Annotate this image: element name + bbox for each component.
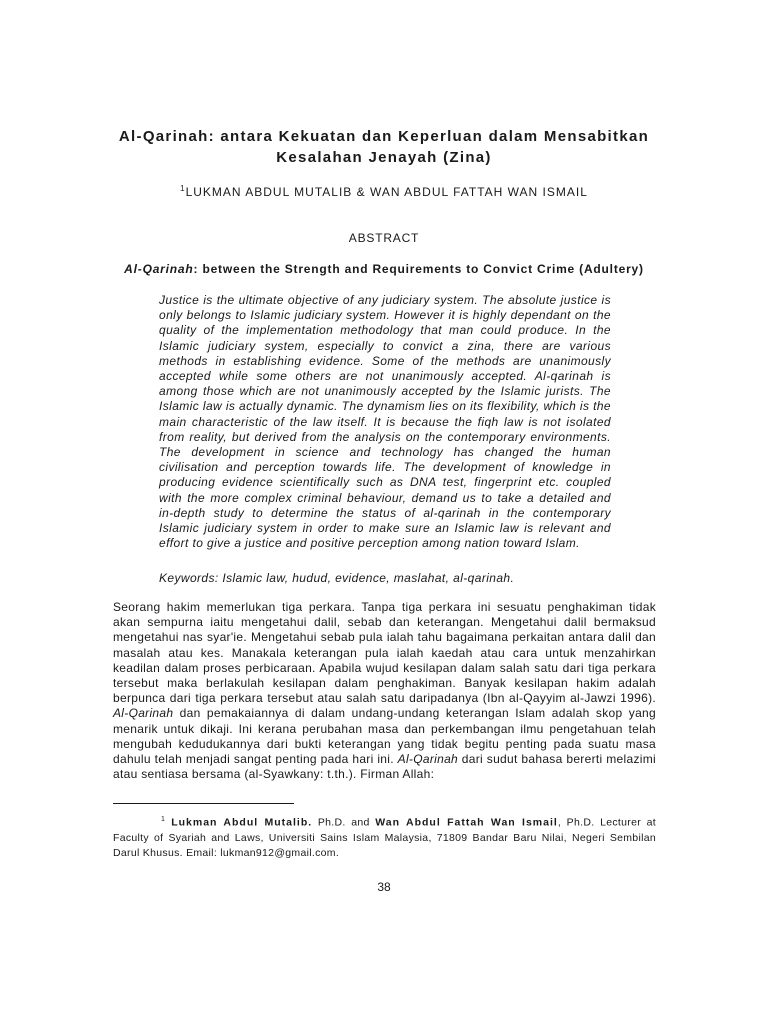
body-italic-term-1: Al-Qarinah xyxy=(113,706,174,721)
footnote-affiliation: , Ph.D. Lecturer at Faculty of Syariah and Laws, Universiti Sains Islam Malaysia, 71809 Bandar Baru Nilai, Negeri Sembilan Darul Khusus. Email: lukman912@gmail.com. xyxy=(113,816,657,859)
paper-title-line-1: Al-Qarinah: antara Kekuatan dan Keperluan dalam Mensabitkan xyxy=(118,128,650,145)
keywords: Keywords: Islamic law, hudud, evidence, maslahat, al-qarinah. xyxy=(159,571,515,585)
footnote xyxy=(113,812,656,861)
footnote-degree-1: Ph.D. and xyxy=(312,816,376,829)
page-number: 38 xyxy=(377,880,391,894)
footnote-marker: 1 xyxy=(161,816,166,823)
paper-title xyxy=(100,126,668,168)
body-italic-term-2: Al-Qarinah xyxy=(397,752,459,767)
abstract-subtitle-term: Al-Qarinah xyxy=(124,262,194,276)
footnote-author-2: Wan Abdul Fattah Wan Ismail xyxy=(375,816,558,829)
paper-title-line-2: Kesalahan Jenayah (Zina) xyxy=(276,149,492,166)
abstract-body: Justice is the ultimate objective of any judiciary system. The absolute justice is only belongs to Islamic judiciary system. However it is highly dependant on the quality of the implementation methodology that man could produce. In the Islamic judiciary system, especially to convict a zina, there are various methods in establishing evidence. Some of the methods are unanimously accepted while some others are not unanimously accepted. Al-qarinah is among those which are not unanimously accepted by the Islamic jurists. The Islamic law is actually dynamic. The dynamism lies on its flexibility, which is the main characteristic of the law itself. It is because the fiqh law is not isolated from reality, but derived from the analysis on the contemporary environments. The development in science and technology has changed the human civilisation and perception towards life. The development of knowledge in producing evidence scientifically such as DNA test, fingerprint etc. coupled with the more complex criminal behaviour, demand us to take a detailed and in-depth study to determine the status of al-qarinah in the contemporary Islamic judiciary system in order to make sure an Islamic law is relevant and effort to give a justice and positive perception among nation toward Islam. xyxy=(159,293,611,551)
footnote-divider xyxy=(113,803,294,804)
author-line xyxy=(100,184,668,199)
body-text-part-3: dari sudut bahasa bererti melazimi atau sentiasa bersama (al-Syawkany: t.th.). Firman Allah: xyxy=(113,752,656,782)
body-paragraph xyxy=(113,600,656,782)
body-text-part-1: Seorang hakim memerlukan tiga perkara. Tanpa tiga perkara ini sesuatu penghakiman tidak akan sempurna iaitu mengetahui dalil, sebab dan keterangan. Mengetahui dalil bermaksud mengetahui nas syar'ie. Mengetahui sebab pula ialah tahu bagaimana perkaitan antara dalil dan masalah atau kes. Manakala keterangan pula ialah kaedah atau cara untuk menzahirkan keadilan dalam proses perbicaraan. Apabila wujud kesilapan dalam salah satu dari tiga perkara tersebut maka berlakulah kesilapan dalam penghakiman. Banyak kesilapan hakim adalah berpunca dari tiga perkara tersebut atau salah satu daripadanya (Ibn al-Qayyim al-Jawzi 1996). xyxy=(113,600,656,706)
body-text-part-2: dan pemakaiannya di dalam undang-undang keterangan Islam adalah skop yang menarik untuk dikaji. Ini kerana perubahan masa dan perkembangan ilmu pengetahuan telah mengubah kedudukannya dari bukti keterangan yang tidak begitu penting pada suatu masa dahulu telah menjadi sangat penting pada hari ini. xyxy=(113,706,656,767)
abstract-subtitle xyxy=(100,262,668,276)
abstract-subtitle-rest: : between the Strength and Requirements to Convict Crime (Adultery) xyxy=(193,262,644,276)
abstract-heading: ABSTRACT xyxy=(348,231,420,245)
author-names: LUKMAN ABDUL MUTALIB & WAN ABDUL FATTAH WAN ISMAIL xyxy=(185,185,588,199)
author-footnote-marker: 1 xyxy=(180,184,186,193)
footnote-author-1: Lukman Abdul Mutalib. xyxy=(171,816,313,829)
